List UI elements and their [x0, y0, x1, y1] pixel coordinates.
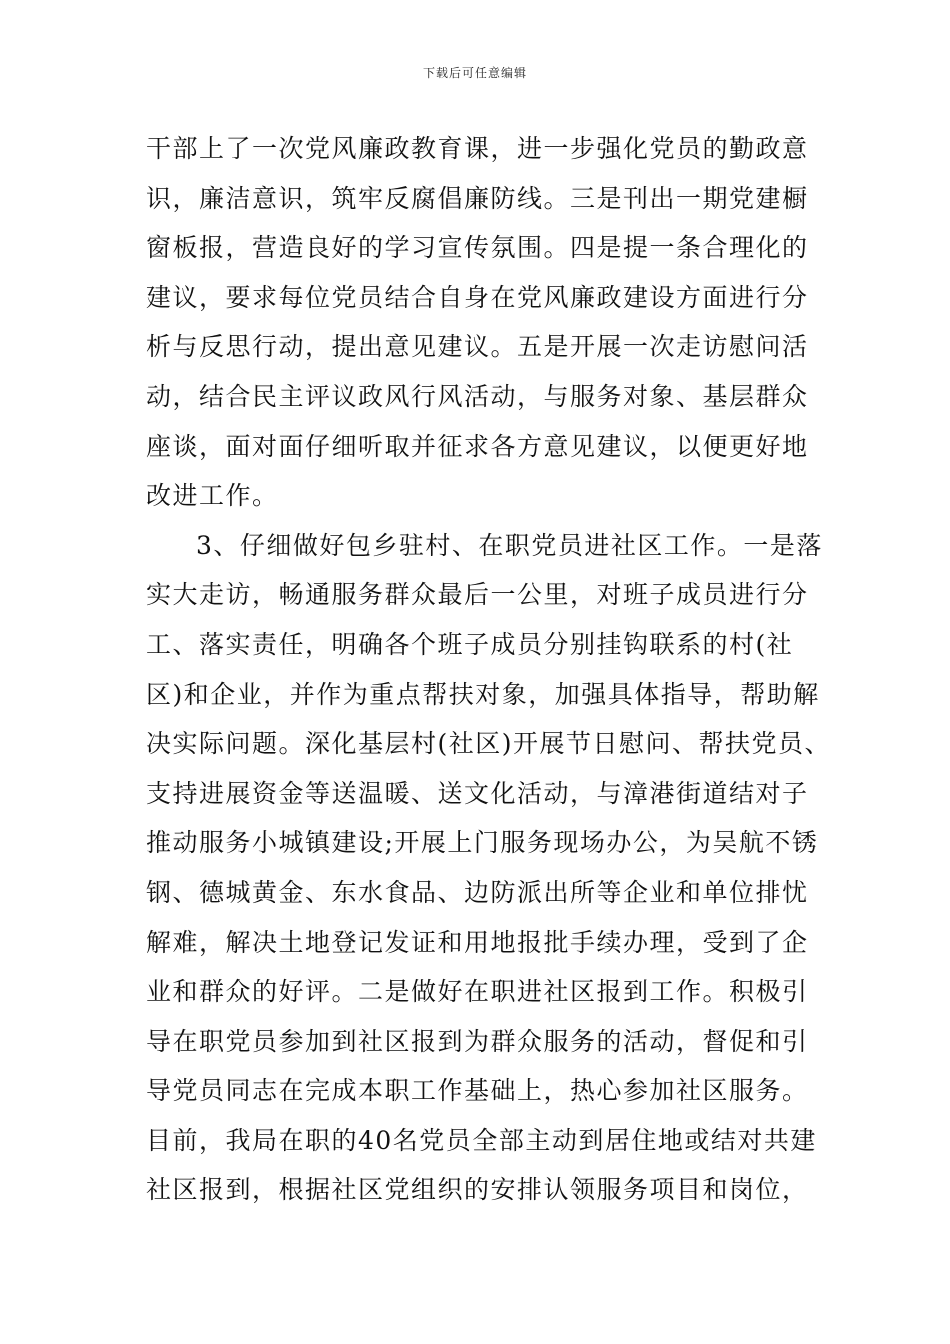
text-line: 目前，我局在职的40名党员全部主动到居住地或结对共建: [146, 1125, 817, 1155]
page-header: 下载后可任意编辑: [422, 66, 527, 80]
text-line: 钢、德城黄金、东水食品、边防派出所等企业和单位排忧: [146, 877, 809, 907]
text-line: 窗板报，营造良好的学习宣传氛围。四是提一条合理化的: [146, 233, 809, 263]
document-body: [146, 124, 846, 1215]
text-line: 决实际问题。深化基层村(社区)开展节日慰问、帮扶党员、: [146, 729, 832, 759]
text-line: 业和群众的好评。二是做好在职进社区报到工作。积极引: [146, 977, 809, 1007]
text-line: 导在职党员参加到社区报到为群众服务的活动，督促和引: [146, 1026, 809, 1056]
text-line: 改进工作。: [146, 481, 279, 511]
text-line: 社区报到，根据社区党组织的安排认领服务项目和岗位，: [146, 1175, 809, 1205]
text-line: 区)和企业，并作为重点帮扶对象，加强具体指导，帮助解: [146, 679, 820, 709]
paragraph-start-line: 3、仔细做好包乡驻村、在职党员进社区工作。一是落: [196, 530, 823, 560]
text-line: 干部上了一次党风廉政教育课，进一步强化党员的勤政意: [146, 134, 809, 163]
text-line: 推动服务小城镇建设;开展上门服务现场办公，为吴航不锈: [146, 828, 819, 858]
text-line: 实大走访，畅通服务群众最后一公里，对班子成员进行分: [146, 580, 809, 610]
text-line: 识，廉洁意识，筑牢反腐倡廉防线。三是刊出一期党建橱: [146, 183, 809, 213]
text-line: 动，结合民主评议政风行风活动，与服务对象、基层群众: [146, 381, 809, 411]
text-line: 析与反思行动，提出意见建议。五是开展一次走访慰问活: [146, 332, 809, 362]
text-line: 座谈，面对面仔细听取并征求各方意见建议，以便更好地: [146, 431, 809, 461]
text-line: 导党员同志在完成本职工作基础上，热心参加社区服务。: [146, 1076, 809, 1106]
text-line: 工、落实责任，明确各个班子成员分别挂钩联系的村(社: [146, 629, 794, 659]
text-line: 解难，解决土地登记发证和用地报批手续办理，受到了企: [146, 927, 809, 957]
text-line: 建议，要求每位党员结合自身在党风廉政建设方面进行分: [146, 282, 809, 312]
text-line: 支持进展资金等送温暖、送文化活动，与漳港街道结对子: [146, 778, 809, 808]
